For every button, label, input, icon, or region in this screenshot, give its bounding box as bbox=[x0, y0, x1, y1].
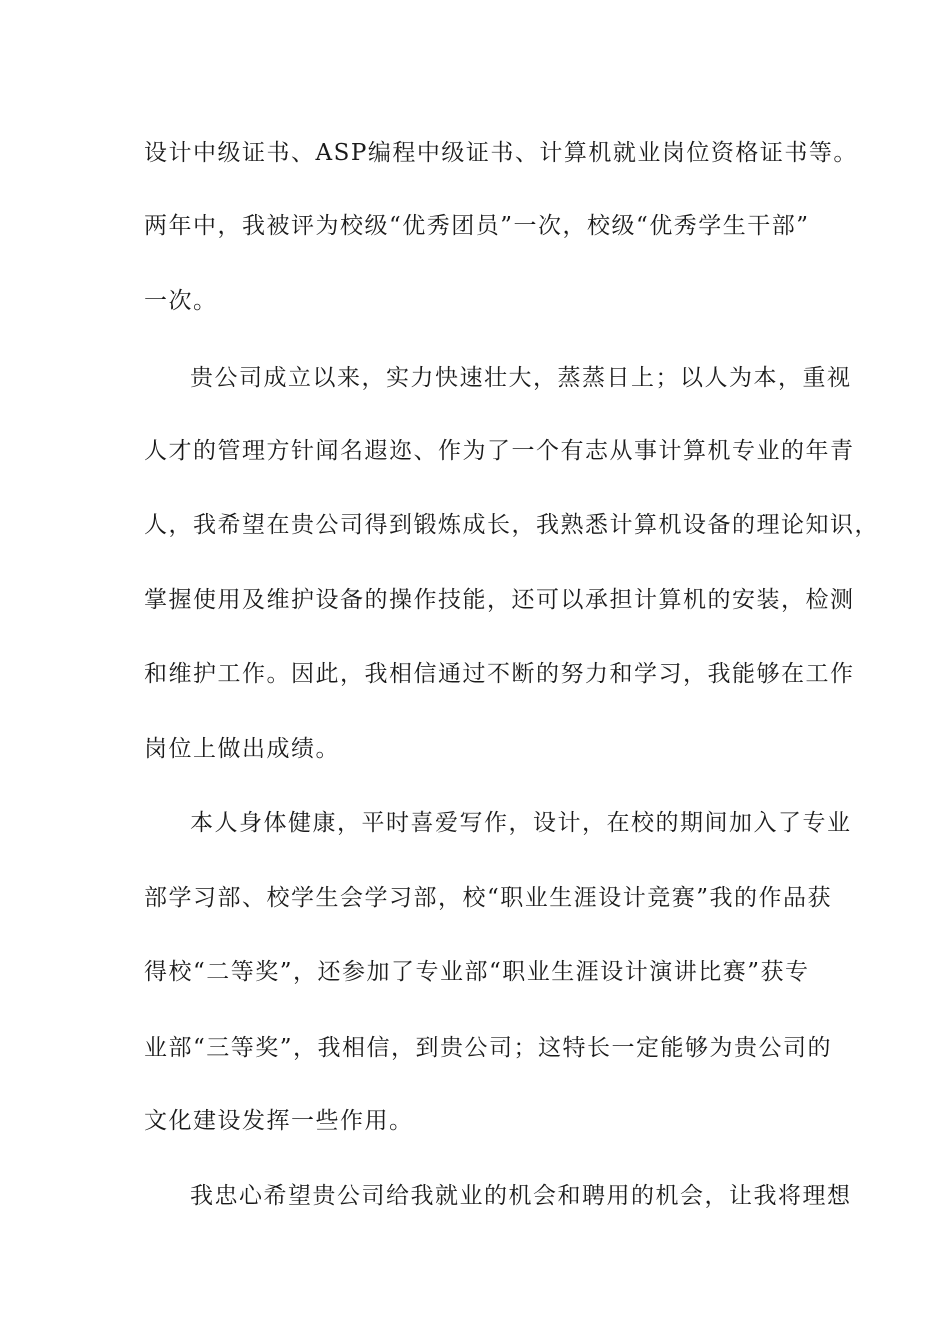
text-line: 得校“二等奖”，还参加了专业部“职业生涯设计演讲比赛”获专 bbox=[144, 959, 810, 985]
text-line: 部学习部、校学生会学习部，校“职业生涯设计竞赛”我的作品获 bbox=[144, 885, 833, 911]
text-line: 一次。 bbox=[144, 288, 218, 314]
text-line: 人，我希望在贵公司得到锻炼成长，我熟悉计算机设备的理论知识， bbox=[144, 512, 879, 538]
text-line: 和维护工作。因此，我相信通过不断的努力和学习，我能够在工作 bbox=[144, 661, 855, 687]
text-line: 文化建设发挥一些作用。 bbox=[144, 1108, 414, 1134]
text-line: 岗位上做出成绩。 bbox=[144, 736, 340, 762]
text-line: 掌握使用及维护设备的操作技能，还可以承担计算机的安装，检测 bbox=[144, 587, 855, 613]
paragraph-start-line: 贵公司成立以来，实力快速壮大，蒸蒸日上；以人为本，重视 bbox=[190, 365, 852, 391]
text-line: 业部“三等奖”，我相信，到贵公司；这特长一定能够为贵公司的 bbox=[144, 1035, 833, 1061]
text-line: 设计中级证书、ASP编程中级证书、计算机就业岗位资格证书等。 bbox=[144, 140, 858, 166]
paragraph-start-line: 本人身体健康，平时喜爱写作，设计，在校的期间加入了专业 bbox=[190, 810, 852, 836]
paragraph-start-line: 我忠心希望贵公司给我就业的机会和聘用的机会，让我将理想 bbox=[190, 1183, 852, 1209]
text-line: 两年中，我被评为校级“优秀团员”一次，校级“优秀学生干部” bbox=[144, 213, 810, 239]
text-line: 人才的管理方针闻名遐迩、作为了一个有志从事计算机专业的年青 bbox=[144, 438, 855, 464]
